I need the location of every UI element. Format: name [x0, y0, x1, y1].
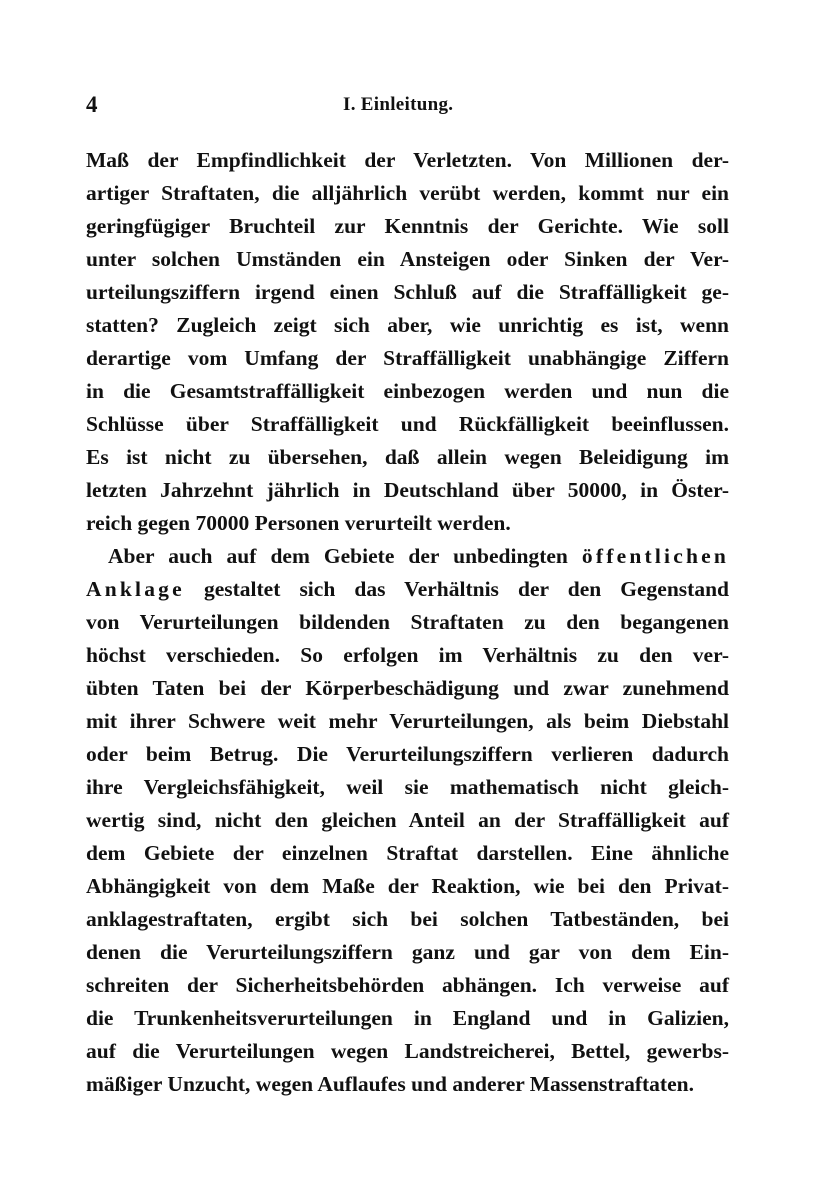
- text-line: in die Gesamtstraffälligkeit einbezogen werden und nun die: [86, 379, 729, 403]
- paragraph-2: [86, 540, 729, 1101]
- text-line: [86, 573, 729, 606]
- text-line: höchst verschieden. So erfolgen im Verhältnis zu den ver-: [86, 643, 729, 667]
- text-line: anklagestraftaten, ergibt sich bei solchen Tatbeständen, bei: [86, 907, 729, 931]
- text-line: Schlüsse über Straffälligkeit und Rückfälligkeit beeinflussen.: [86, 412, 729, 436]
- text-line: von Verurteilungen bildenden Straftaten zu den begangenen: [86, 610, 729, 634]
- text-line: wertig sind, nicht den gleichen Anteil an der Straffälligkeit auf: [86, 808, 729, 832]
- text-line: reich gegen 70000 Personen verurteilt werden.: [86, 511, 511, 535]
- text-line: urteilungsziffern irgend einen Schluß auf die Straffälligkeit ge-: [86, 280, 729, 304]
- text-line: denen die Verurteilungsziffern ganz und gar von dem Ein-: [86, 940, 729, 964]
- chapter-title: I. Einleitung.: [343, 94, 454, 115]
- text-line: übten Taten bei der Körperbeschädigung und zwar zunehmend: [86, 676, 729, 700]
- text-line: oder beim Betrug. Die Verurteilungsziffern verlieren dadurch: [86, 742, 729, 766]
- text-line: mäßiger Unzucht, wegen Auflaufes und anderer Massenstraftaten.: [86, 1072, 694, 1096]
- text-line: Maß der Empfindlichkeit der Verletzten. Von Millionen der-: [86, 148, 729, 172]
- text-line: Es ist nicht zu übersehen, daß allein wegen Beleidigung im: [86, 445, 729, 469]
- text-segment: gestaltet sich das Verhältnis der den Gegenstand: [203, 577, 730, 601]
- text-line: statten? Zugleich zeigt sich aber, wie unrichtig es ist, wenn: [86, 313, 729, 337]
- text-line: derartige vom Umfang der Straffälligkeit unabhängige Ziffern: [86, 346, 729, 370]
- text-line: mit ihrer Schwere weit mehr Verurteilungen, als beim Diebstahl: [86, 709, 729, 733]
- text-line: schreiten der Sicherheitsbehörden abhängen. Ich verweise auf: [86, 973, 729, 997]
- text-line: letzten Jahrzehnt jährlich in Deutschland über 50000, in Öster-: [86, 478, 729, 502]
- text-line: ihre Vergleichsfähigkeit, weil sie mathematisch nicht gleich-: [86, 775, 729, 799]
- page-number: 4: [86, 92, 98, 117]
- text-line: artiger Straftaten, die alljährlich verübt werden, kommt nur ein: [86, 181, 729, 205]
- text-line: unter solchen Umständen ein Ansteigen oder Sinken der Ver-: [86, 247, 729, 271]
- running-head: [86, 92, 726, 124]
- emphasized-text: öffentlichen: [581, 544, 729, 568]
- text-line: auf die Verurteilungen wegen Landstreicherei, Bettel, gewerbs-: [86, 1039, 729, 1063]
- text-line: Abhängigkeit von dem Maße der Reaktion, wie bei den Privat-: [86, 874, 729, 898]
- text-line: [86, 540, 729, 573]
- text-line: dem Gebiete der einzelnen Straftat darstellen. Eine ähnliche: [86, 841, 729, 865]
- body-text: [86, 144, 729, 1101]
- text-line: die Trunkenheitsverurteilungen in England und in Galizien,: [86, 1006, 729, 1030]
- paragraph-1: [86, 144, 729, 540]
- emphasized-text: Anklage: [86, 577, 185, 601]
- text-line: geringfügiger Bruchteil zur Kenntnis der Gerichte. Wie soll: [86, 214, 729, 238]
- text-segment: Aber auch auf dem Gebiete der unbedingten: [108, 544, 568, 568]
